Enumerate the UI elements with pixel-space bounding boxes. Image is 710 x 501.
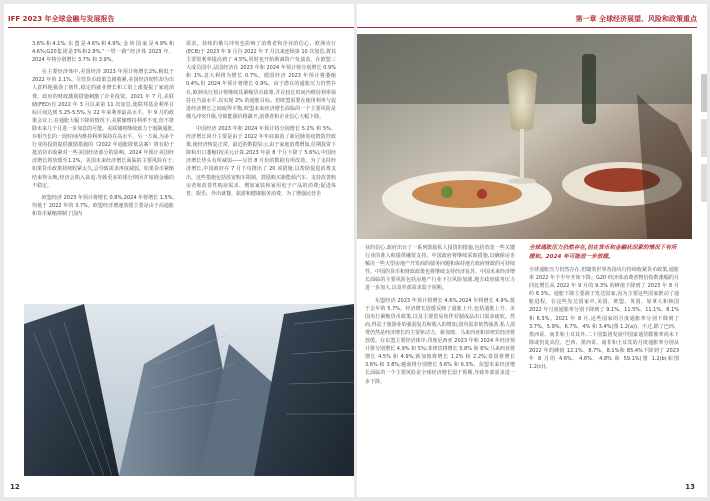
paragraph: 全球通胀压力仍然存在,但随着世界各国央行持续收紧货币政策,通胀率 2022 年下半年开始下降。G20 经济体消费者物价指数涨幅的月同比增长从 2022 年 9 月的 9.3% 的峰值下降到了 2023 年 8 月的 6.3%。通胀下降主要源于发达国家,因为主要这些国家推动了通胀进程。在这些发达国家中,美国、欧盟、英国、加拿大和韩国 2022 年月度通胀率分别下降到了 9.1%、11.5%、11.1%、8.1% 和 6.3%。2021 年 8 月,这些国家的月度通胀率分别下降到了 3.7%、5.9%、6.7%、4% 和 3.4%(图 1.2(a))。不过,除了巴西、墨西哥、南非和土耳其外,二十国集团发展中国家通货膨胀率尚未下降或仍处高位。巴西、墨西哥、南非和土耳其的月度通胀率分别从 2022 年的峰值 12.1%、8.7%、8.1%和 85.4%下降到了 2023 年 8 月的 4.6%、4.6%、4.8% 和 59.1%(图 1.2(b)和图 1.2(c))。 bbox=[529, 267, 679, 371]
paragraph: 中国经济 2023 年和 2024 年预计将分别增长 5.2% 和 5%。经济增长回升主要是由于 2022 年年底取消了新冠肺炎疫情防控政策,使经济恢复正常。最近的数据显示,由于家庭消费增加,任期投资下降和出口萎缩(按美元计算,2023 年前 8 个月下降了 5.6%),中国经济增长势头有所减弱——尽管 8 月份的数据有所改善。为了支持经济增长,中国政府在 7 月下旬推出了 20 项措施,以帮助促进消费支出。这些措施包括放宽购车限制、鼓励购买新能源汽车、支持改善购房者和改善性购房需求、增加家装和家用电子产品的消费;促进体育、娱乐、外出就餐、旅游和健康服务消费。为了增强民营企 bbox=[186, 125, 336, 197]
paragraph: 3.6%和4.1%;东盟是4.6%和4.9%;金砖国家是4.9%和4.6%;G20集团是3%和2.9%,“一带一路”经济体 2023 年、2024 年将分别增长 3.7% 和 3.9%。 bbox=[32, 41, 174, 64]
paragraph: 业的信心,政府出台了一系列鼓励私人投资的措施,包括放宽一些关键行业的准入和提供融资支持。中国政府将继续采取措施,以确保房企解决一些大型房地产开发商的债务问题和保持地方政府财政的可持续性。中国的货币和财政政策也将继续支持经济复苏。中国未来经济增长面临的主要风险包括房地产行业下行风险加剧,地方政府债务压力进一步加大,以及外部需求弱于预期。 bbox=[365, 245, 515, 292]
header-rule-left bbox=[8, 27, 354, 28]
right-page bbox=[357, 4, 707, 497]
right-column-1 bbox=[365, 244, 515, 464]
running-header-right: 第一章 全球经济展望、风险和政策重点 bbox=[575, 15, 697, 23]
header-rule-right bbox=[357, 27, 697, 28]
left-column-2 bbox=[186, 40, 336, 322]
left-column-1 bbox=[32, 40, 174, 318]
page-number-left: 12 bbox=[10, 483, 20, 491]
skyscraper-photo bbox=[24, 304, 354, 476]
dining-photo bbox=[357, 34, 692, 239]
paragraph: 在主要经济体中,美国经济 2023 年预计将增长2%,稍低于 2022 年的 2.1%。尽管货币政策急剧收紧,美国经济韧性却为出人意料地强劲了韧性,稳定的就业增长和工资上涨提振了家庭消费。政府的财政激励措施刺激了企业投资。2021 年 7 月,美联储(FED)自 2022 年 3 月以来第 11 次加息,使联邦基金利率目标区间达到 5.25-5.5%,为 22 年来利率最高水平。年 9 月的政策会议上,在通胀大幅下降的情况下,美联储维持利率不变,但不排除未来几个月进一步加息的可能。美联储将继续致力于遏制通胀,存相当长的一段时间内维持利率保持在高水平。另一方面,为多个行业的投资提供激励措施的《2022 年通胀降低法案》将有助于抵消货币收紧对一些美国经济部分的影响。2024 年预计美国经济增长将放缓至1.2%。美国未来经济增长面临的主要风险在于,如果货币政策持续收紧太久,会导致需求再度减弱。如果货币紧缩结束得太晚,经济会陷入衰退,导致更多的银行倒闭并加剧金融的不稳定。 bbox=[32, 69, 174, 189]
chapter-tab bbox=[701, 119, 707, 157]
left-page bbox=[4, 4, 354, 497]
running-header-left: IFF 2023 年全球金融与发展报告 bbox=[8, 15, 115, 23]
page-number-right: 13 bbox=[685, 483, 695, 491]
paragraph: 需求。持续的俄乌冲突也影响了消费者和企业的信心。欧洲央行(ECB)于 2023 年 9 月自 2022 年 7 月以来连续第 10 次加息,将其主要资利率提高到了 4.5%,同时也开始削减资产负债表。在欧盟三大成员国中,法国经济在 2023 年和 2024 年预计将分别增长 0.9% 和 1%,意大利将为增长 0.7%。德国经济 2023 年预计将萎缩 0.4%,但 2024 年预计将增长 0.9%。由于潜在的通胀压力仍然存在,欧洲央行预计将继续其紧缩货币政策,并在较长时间内维持利率保持在当前水平,以实现 2% 的通胀目标。但欧盟需要在使用利率与促进经济增长之间取得平衡,欧盟未来经济增长面临的一个主要风险是俄乌冲突升级,导致能源价格飙升,消费者和企业信心大幅下降。 bbox=[186, 41, 336, 120]
pull-quote: 全球通胀压力仍然存在,但在货币和金融状况紧的情况下有所缓和。2024 年可能进一步放缓。 bbox=[529, 245, 677, 260]
paragraph: 东盟经济 2023 年预计将增长 4.6%,2024 年将增长 4.9%,低于去年的 5.7%。经济增长放缓反映了通胀上升,包括通胀上升、美国央行紧缩货币政策,以及主要贸易伙伴对制成品出口需求疲软。然而,得益于旅游业的强劲复苏和收入的增加,国内需求依然强劲,私人消费仍然是经济增长的主要驱动力。新加坡、马来西亚和菲律宾经济将放缓。在东盟主要经济体中,印度尼西亚 2023 年和 2024 年经济预计将分别增长 4.9% 和 5%;菲律宾将增长 5.8% 和 6%;马来西亚将增长 4.5% 和 4.9%;新加坡将增长 1.2% 和 2.2%;泰国将增长 3.6% 和 3.8%;越南将分别增长 5.6% 和 6.3%。东盟未来经济增长面临的一个主要风险是全球经济增长弱于预期,导致外部需求进一步下降。 bbox=[365, 297, 515, 385]
chapter-tab bbox=[701, 164, 707, 202]
chapter-tab bbox=[701, 74, 707, 112]
right-column-2 bbox=[529, 266, 679, 476]
paragraph: 欧盟经济 2023 年预计将增长 0.8%,2024 年将增长 1.5%,均低于 2022 年的 3.7%。欧盟经济增速放缓主要是由于高通胀和货币紧缩抑制了国内 bbox=[32, 194, 174, 217]
